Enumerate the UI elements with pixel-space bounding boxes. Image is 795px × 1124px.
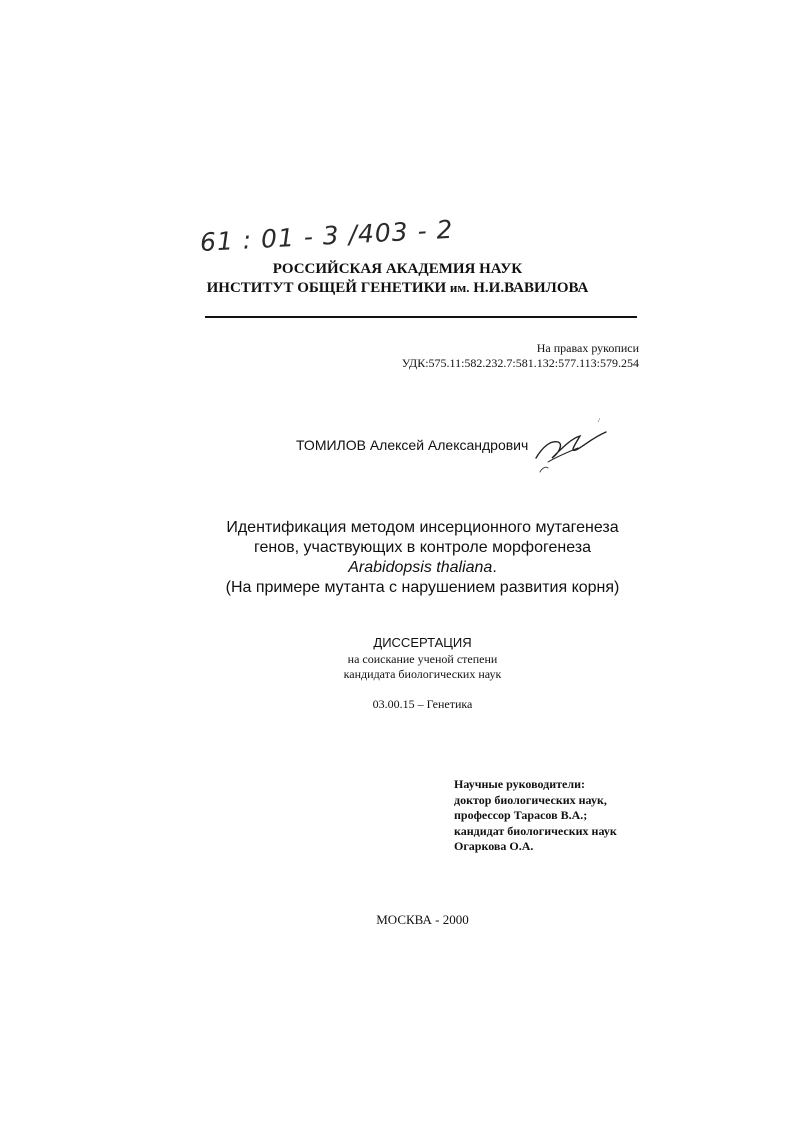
advisor-line-2: профессор Тарасов В.А.; <box>454 808 588 822</box>
title-line-3 <box>0 558 795 578</box>
advisor-line-4: Огаркова О.А. <box>454 839 534 853</box>
dissertation-heading: ДИССЕРТАЦИЯ <box>373 635 472 650</box>
species-name: Arabidopsis thaliana <box>348 559 493 576</box>
specialty-code: 03.00.15 – Генетика <box>372 697 473 711</box>
scientific-advisors <box>454 777 617 855</box>
degree-line-2: кандидата биологических наук <box>343 667 502 681</box>
header-divider <box>205 316 637 318</box>
title-line-2: генов, участвующих в контроле морфогенеза <box>254 539 591 556</box>
title-line-4: (На примере мутанта с нарушением развития корня) <box>225 579 620 596</box>
academy-name: РОССИЙСКАЯ АКАДЕМИЯ НАУК <box>272 261 523 277</box>
author-name: ТОМИЛОВ Алексей Александрович <box>296 437 529 453</box>
advisor-line-3: кандидат биологических наук <box>454 823 617 838</box>
institute-main: ИНСТИТУТ ОБЩЕЙ ГЕНЕТИКИ <box>206 280 447 296</box>
degree-line-1: на соискание ученой степени <box>347 652 498 666</box>
handwritten-archive-code: 61 : 01 - 3 /403 - 2 <box>199 214 455 257</box>
dissertation-title <box>0 518 795 598</box>
advisor-line-1: доктор биологических наук, <box>454 792 607 807</box>
advisors-heading: Научные руководители: <box>454 777 585 791</box>
title-line-1: Идентификация методом инсерционного мутагенеза <box>226 519 619 536</box>
author-signature <box>528 418 608 478</box>
institute-prefix: им. <box>449 280 470 295</box>
institute-name <box>0 280 795 297</box>
institute-person: Н.И.ВАВИЛОВА <box>473 280 589 296</box>
species-suffix: . <box>492 559 497 576</box>
udk-code: УДК:575.11:582.232.7:581.132:577.113:579.254 <box>401 356 639 370</box>
city-year: МОСКВА - 2000 <box>376 912 469 927</box>
manuscript-rights: На правах рукописи <box>536 341 639 355</box>
